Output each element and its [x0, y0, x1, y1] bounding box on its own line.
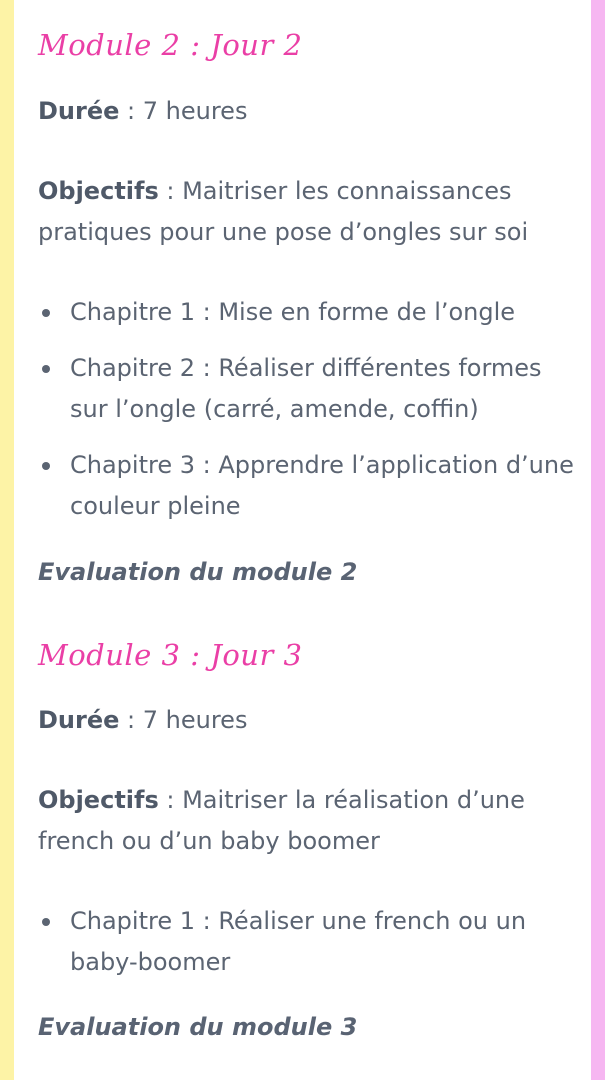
list-item: [38, 901, 578, 983]
duree-label: Durée: [38, 97, 120, 125]
module-2-chapter-list: [38, 292, 578, 527]
duree-label: Durée: [38, 706, 120, 734]
objectifs-value: : Maitriser la réalisation d’une french ou d’un baby boomer: [38, 786, 525, 855]
list-item: [38, 292, 578, 333]
module-2-objectifs: [38, 171, 568, 253]
module-3-evaluation: Evaluation du module 3: [38, 1013, 358, 1041]
bullet-icon: [42, 309, 50, 317]
module-3-chapter-list: [38, 901, 578, 983]
bullet-icon: [42, 918, 50, 926]
module-2-duree: [38, 91, 568, 132]
duree-value: : 7 heures: [119, 706, 248, 734]
chapter-text: Chapitre 3 : Apprendre l’application d’une couleur pleine: [70, 451, 574, 520]
chapter-text: Chapitre 1 : Réaliser une french ou un baby-boomer: [70, 907, 527, 976]
objectifs-label: Objectifs: [38, 177, 159, 205]
right-decorative-stripe: [591, 0, 605, 1080]
duree-value: : 7 heures: [119, 97, 248, 125]
objectifs-label: Objectifs: [38, 786, 159, 814]
list-item: [38, 445, 578, 527]
chapter-text: Chapitre 1 : Mise en forme de l’ongle: [70, 298, 516, 326]
module-2-evaluation: Evaluation du module 2: [38, 558, 358, 586]
list-item: [38, 348, 578, 430]
module-3-title: Module 3 : Jour 3: [38, 638, 303, 672]
module-3-objectifs: [38, 780, 568, 862]
module-3-duree: [38, 700, 568, 741]
objectifs-value: : Maitriser les connaissances pratiques pour une pose d’ongles sur soi: [38, 177, 529, 246]
module-2-title: Module 2 : Jour 2: [38, 28, 303, 62]
bullet-icon: [42, 462, 50, 470]
left-decorative-stripe: [0, 0, 14, 1080]
chapter-text: Chapitre 2 : Réaliser différentes formes sur l’ongle (carré, amende, coffin): [70, 354, 542, 423]
bullet-icon: [42, 365, 50, 373]
